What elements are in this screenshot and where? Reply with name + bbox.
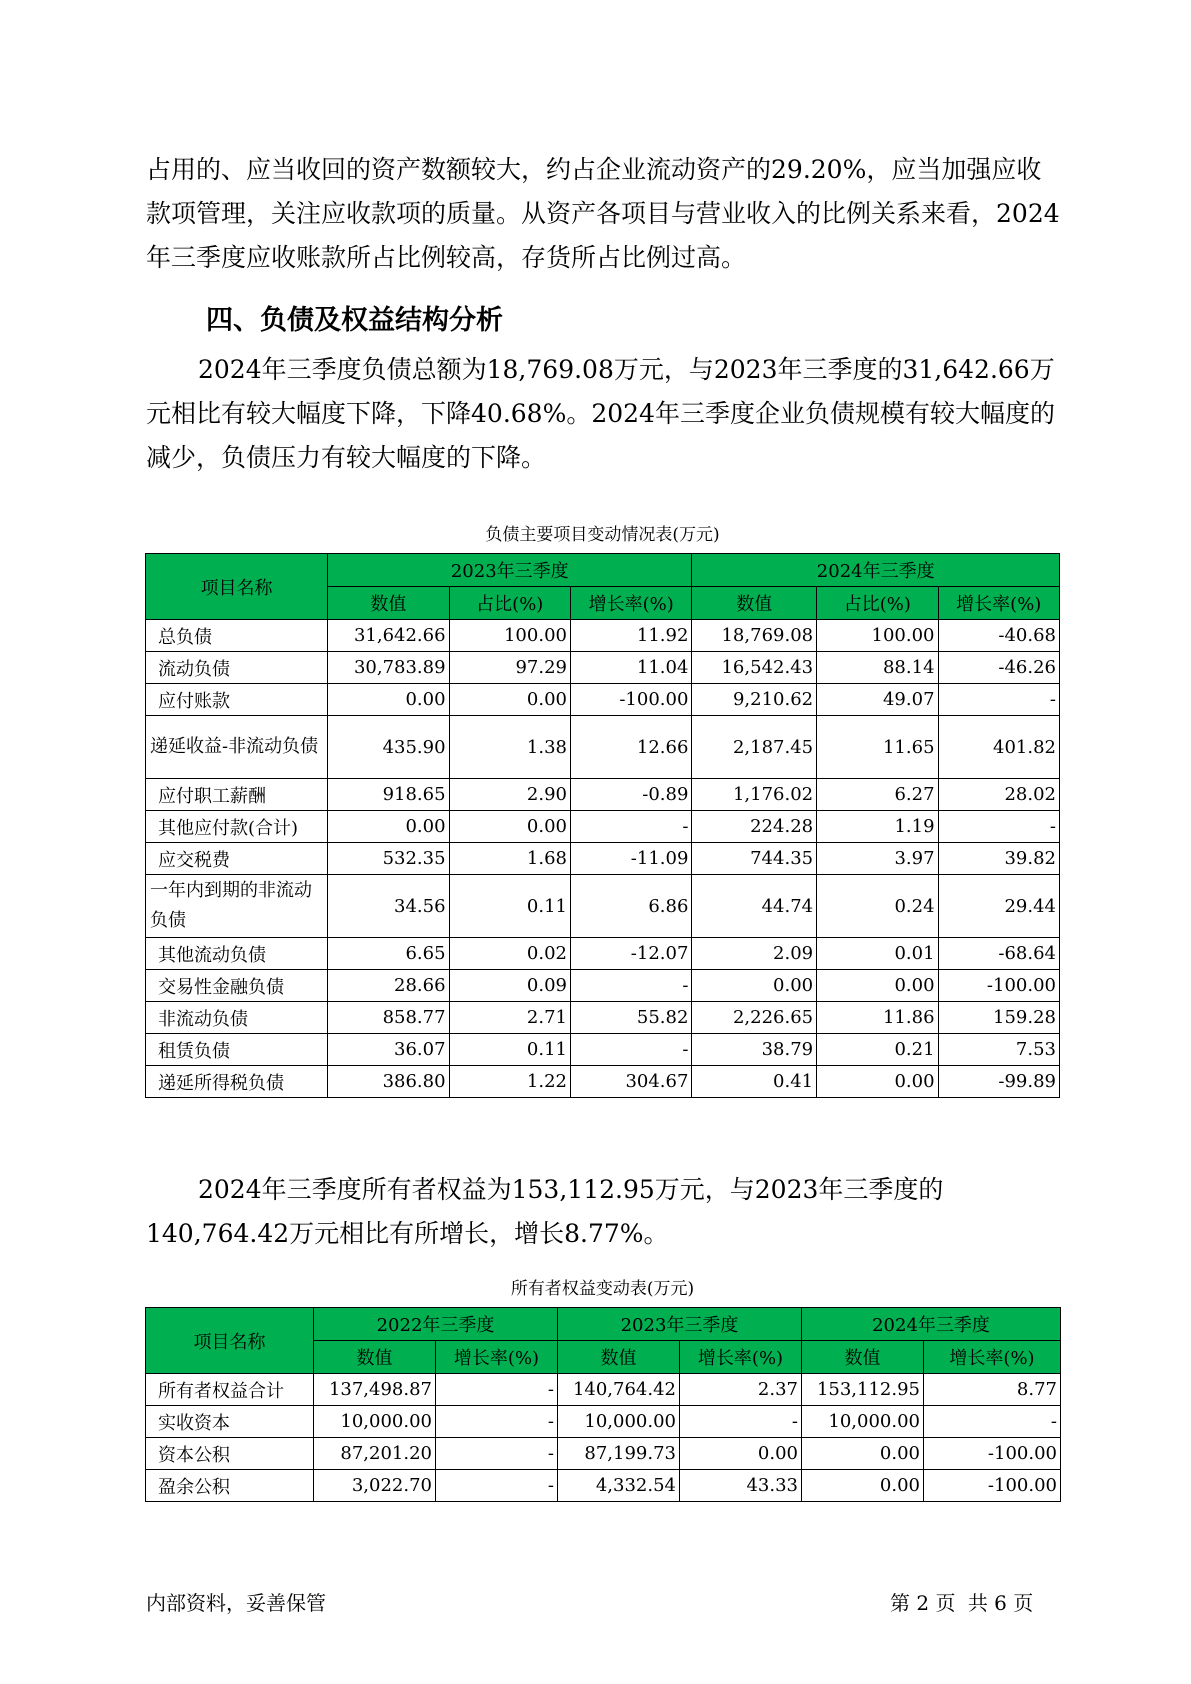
table-row xyxy=(146,1002,1060,1034)
table-row xyxy=(146,875,1060,938)
cell: -68.64 xyxy=(938,938,1059,970)
cell: 2.09 xyxy=(692,938,817,970)
table-row xyxy=(146,1470,1061,1502)
cell: 36.07 xyxy=(328,1034,449,1066)
cell: 34.56 xyxy=(328,875,449,938)
cell: 2.71 xyxy=(449,1002,570,1034)
table1-period-header: 2023年三季度 xyxy=(328,554,692,587)
cell: 918.65 xyxy=(328,779,449,811)
cell: 1,176.02 xyxy=(692,779,817,811)
row-name: 一年内到期的非流动负债 xyxy=(146,875,328,938)
table-row xyxy=(146,1438,1061,1470)
cell: 38.79 xyxy=(692,1034,817,1066)
cell: 0.11 xyxy=(449,875,570,938)
table2-caption: 所有者权益变动表(万元) xyxy=(510,1279,695,1299)
cell: 97.29 xyxy=(449,652,570,684)
cell: -100.00 xyxy=(924,1438,1061,1470)
cell: 304.67 xyxy=(570,1066,691,1098)
cell: 88.14 xyxy=(817,652,938,684)
cell: 100.00 xyxy=(817,620,938,652)
row-name: 总负债 xyxy=(146,620,328,652)
table2-subheader: 数值 xyxy=(802,1341,924,1374)
table-row xyxy=(146,1406,1061,1438)
cell: - xyxy=(924,1406,1061,1438)
section-heading: 四、负债及权益结构分析 xyxy=(206,305,503,336)
equity-table xyxy=(145,1307,1061,1502)
cell: 10,000.00 xyxy=(802,1406,924,1438)
row-name: 递延所得税负债 xyxy=(146,1066,328,1098)
cell: - xyxy=(570,1034,691,1066)
row-name: 其他应付款(合计) xyxy=(146,811,328,843)
cell: 153,112.95 xyxy=(802,1374,924,1406)
cell: -40.68 xyxy=(938,620,1059,652)
cell: 0.00 xyxy=(802,1470,924,1502)
table1-subheader: 增长率(%) xyxy=(570,587,691,620)
row-name: 其他流动负债 xyxy=(146,938,328,970)
table-row xyxy=(146,779,1060,811)
row-name: 盈余公积 xyxy=(146,1470,314,1502)
cell: 0.00 xyxy=(817,970,938,1002)
footer-confidential-note: 内部资料，妥善保管 xyxy=(146,1591,326,1615)
cell: 744.35 xyxy=(692,843,817,875)
table2-name-header: 项目名称 xyxy=(146,1308,314,1374)
cell: - xyxy=(570,970,691,1002)
cell: 0.00 xyxy=(328,811,449,843)
cell: 28.66 xyxy=(328,970,449,1002)
table1-subheader: 增长率(%) xyxy=(938,587,1059,620)
cell: 0.00 xyxy=(802,1438,924,1470)
cell: 0.11 xyxy=(449,1034,570,1066)
cell: 29.44 xyxy=(938,875,1059,938)
cell: 9,210.62 xyxy=(692,684,817,716)
row-name: 递延收益-非流动负债 xyxy=(146,716,328,779)
cell: 18,769.08 xyxy=(692,620,817,652)
paragraph-receivables: 占用的、应当收回的资产数额较大，约占企业流动资产的29.20%，应当加强应收款项管理，关注应收款项的质量。从资产各项目与营业收入的比例关系来看，2024年三季度应收账款所占比例较高，存货所占比例过高。 xyxy=(146,155,1060,272)
cell: -11.09 xyxy=(570,843,691,875)
cell: -12.07 xyxy=(570,938,691,970)
table2-period-header: 2022年三季度 xyxy=(314,1308,558,1341)
cell: 6.27 xyxy=(817,779,938,811)
table-row xyxy=(146,843,1060,875)
cell: 1.22 xyxy=(449,1066,570,1098)
table-row xyxy=(146,1066,1060,1098)
cell: 12.66 xyxy=(570,716,691,779)
cell: 87,199.73 xyxy=(558,1438,680,1470)
cell: - xyxy=(436,1438,558,1470)
cell: -100.00 xyxy=(570,684,691,716)
cell: 11.65 xyxy=(817,716,938,779)
cell: - xyxy=(436,1406,558,1438)
liabilities-table xyxy=(145,553,1060,1098)
cell: 0.00 xyxy=(817,1066,938,1098)
cell: - xyxy=(570,811,691,843)
cell: 0.00 xyxy=(449,811,570,843)
cell: 8.77 xyxy=(924,1374,1061,1406)
cell: - xyxy=(436,1470,558,1502)
cell: 0.00 xyxy=(328,684,449,716)
cell: - xyxy=(680,1406,802,1438)
row-name: 流动负债 xyxy=(146,652,328,684)
cell: 2,187.45 xyxy=(692,716,817,779)
cell: 16,542.43 xyxy=(692,652,817,684)
cell: 11.92 xyxy=(570,620,691,652)
cell: 0.09 xyxy=(449,970,570,1002)
cell: 532.35 xyxy=(328,843,449,875)
cell: 6.65 xyxy=(328,938,449,970)
cell: 0.00 xyxy=(449,684,570,716)
cell: 140,764.42 xyxy=(558,1374,680,1406)
footer-page-number xyxy=(890,1587,1039,1616)
cell: 11.04 xyxy=(570,652,691,684)
table2-subheader: 数值 xyxy=(558,1341,680,1374)
cell: -99.89 xyxy=(938,1066,1059,1098)
row-name: 所有者权益合计 xyxy=(146,1374,314,1406)
cell: 0.41 xyxy=(692,1066,817,1098)
cell: 1.19 xyxy=(817,811,938,843)
cell: 10,000.00 xyxy=(558,1406,680,1438)
table1-period-header: 2024年三季度 xyxy=(692,554,1060,587)
table1-caption: 负债主要项目变动情况表(万元) xyxy=(485,525,720,545)
table-row xyxy=(146,652,1060,684)
paragraph-liabilities: 2024年三季度负债总额为18,769.08万元，与2023年三季度的31,642.66万元相比有较大幅度下降，下降40.68%。2024年三季度企业负债规模有较大幅度的减少，负债压力有较大幅度的下降。 xyxy=(146,355,1055,472)
row-name: 实收资本 xyxy=(146,1406,314,1438)
table-row xyxy=(146,811,1060,843)
cell: - xyxy=(938,811,1059,843)
paragraph-equity: 2024年三季度所有者权益为153,112.95万元，与2023年三季度的140,764.42万元相比有所增长，增长8.77%。 xyxy=(146,1175,944,1248)
cell: 7.53 xyxy=(938,1034,1059,1066)
table2-period-header: 2024年三季度 xyxy=(802,1308,1061,1341)
row-name: 非流动负债 xyxy=(146,1002,328,1034)
row-name: 租赁负债 xyxy=(146,1034,328,1066)
cell: 0.01 xyxy=(817,938,938,970)
cell: 1.38 xyxy=(449,716,570,779)
cell: 1.68 xyxy=(449,843,570,875)
cell: 137,498.87 xyxy=(314,1374,436,1406)
cell: 0.00 xyxy=(680,1438,802,1470)
row-name: 资本公积 xyxy=(146,1438,314,1470)
row-name: 交易性金融负债 xyxy=(146,970,328,1002)
table-row xyxy=(146,620,1060,652)
table-row xyxy=(146,1034,1060,1066)
cell: 39.82 xyxy=(938,843,1059,875)
cell: 401.82 xyxy=(938,716,1059,779)
cell: 224.28 xyxy=(692,811,817,843)
cell: 87,201.20 xyxy=(314,1438,436,1470)
cell: 0.21 xyxy=(817,1034,938,1066)
footer-current-page: 第 2 页 xyxy=(890,1591,956,1615)
cell: -100.00 xyxy=(938,970,1059,1002)
cell: 0.24 xyxy=(817,875,938,938)
cell: 55.82 xyxy=(570,1002,691,1034)
cell: 44.74 xyxy=(692,875,817,938)
cell: 2,226.65 xyxy=(692,1002,817,1034)
cell: 43.33 xyxy=(680,1470,802,1502)
cell: - xyxy=(436,1374,558,1406)
table2-subheader: 数值 xyxy=(314,1341,436,1374)
table2-subheader: 增长率(%) xyxy=(924,1341,1061,1374)
cell: - xyxy=(938,684,1059,716)
cell: 49.07 xyxy=(817,684,938,716)
cell: 30,783.89 xyxy=(328,652,449,684)
table1-subheader: 数值 xyxy=(692,587,817,620)
cell: 3,022.70 xyxy=(314,1470,436,1502)
table-row xyxy=(146,716,1060,779)
cell: 435.90 xyxy=(328,716,449,779)
cell: -0.89 xyxy=(570,779,691,811)
table1-subheader: 占比(%) xyxy=(449,587,570,620)
table1-subheader: 数值 xyxy=(328,587,449,620)
row-name: 应付账款 xyxy=(146,684,328,716)
cell: 0.02 xyxy=(449,938,570,970)
cell: 858.77 xyxy=(328,1002,449,1034)
footer-total-pages: 共 6 页 xyxy=(967,1591,1034,1615)
cell: 11.86 xyxy=(817,1002,938,1034)
cell: 0.00 xyxy=(692,970,817,1002)
cell: 2.37 xyxy=(680,1374,802,1406)
cell: 28.02 xyxy=(938,779,1059,811)
table-row xyxy=(146,938,1060,970)
table-row xyxy=(146,970,1060,1002)
row-name: 应交税费 xyxy=(146,843,328,875)
table1-subheader: 占比(%) xyxy=(817,587,938,620)
table1-name-header: 项目名称 xyxy=(146,554,328,620)
table2-subheader: 增长率(%) xyxy=(436,1341,558,1374)
cell: -46.26 xyxy=(938,652,1059,684)
cell: 10,000.00 xyxy=(314,1406,436,1438)
table2-subheader: 增长率(%) xyxy=(680,1341,802,1374)
cell: 2.90 xyxy=(449,779,570,811)
cell: -100.00 xyxy=(924,1470,1061,1502)
cell: 4,332.54 xyxy=(558,1470,680,1502)
row-name: 应付职工薪酬 xyxy=(146,779,328,811)
cell: 6.86 xyxy=(570,875,691,938)
cell: 386.80 xyxy=(328,1066,449,1098)
cell: 100.00 xyxy=(449,620,570,652)
table-row xyxy=(146,684,1060,716)
cell: 3.97 xyxy=(817,843,938,875)
cell: 31,642.66 xyxy=(328,620,449,652)
table-row xyxy=(146,1374,1061,1406)
table2-period-header: 2023年三季度 xyxy=(558,1308,802,1341)
cell: 159.28 xyxy=(938,1002,1059,1034)
